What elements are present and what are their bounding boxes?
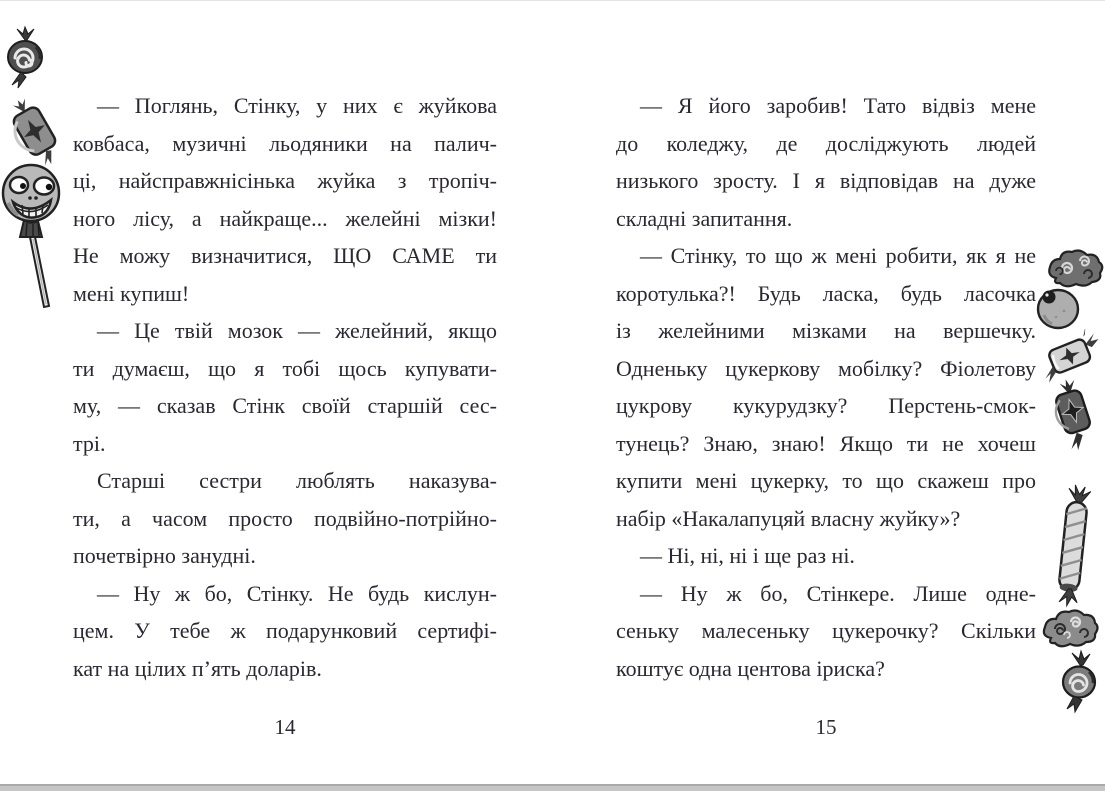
wrapped-candy-swirl-icon — [3, 25, 47, 91]
chewed-gum-blob-icon — [1038, 605, 1100, 649]
text-line: ці, найсправжнісінька жуйка з тропіч- — [73, 168, 497, 193]
text-line: му, — сказав Стінк своїй старшій сес- — [73, 393, 497, 418]
taffy-stick-icon — [1048, 483, 1098, 609]
text-line: — Ну ж бо, Стінкере. Лише одне- — [640, 580, 1036, 606]
text-line: Старші сестри люблять наказува- — [97, 468, 497, 493]
wrapped-candy-bar-dark-icon — [1044, 379, 1102, 451]
page-15-text-column — [616, 87, 1036, 687]
text-line: ти, а часом просто подвійно-потрійно- — [73, 505, 497, 531]
text-line: почетвірно занудні. — [73, 543, 256, 568]
text-line: сеньку малесеньку цукерочку? Скільки — [616, 618, 1036, 643]
text-line: — Ну ж бо, Стінку. Не будь кислун- — [97, 580, 497, 606]
page-14-text-column — [73, 87, 497, 687]
text-line: складні запитання. — [616, 205, 793, 231]
text-line: до коледжу, де досліджують людей — [616, 130, 1036, 156]
text-line: мені купиш! — [73, 280, 190, 306]
page-bottom-edge — [0, 784, 1105, 791]
wrapped-candy-bar-light-icon — [1036, 329, 1104, 385]
text-line: — Стінку, то що ж мені робити, як я не — [640, 243, 1036, 268]
text-line: цукрову кукурудзку? Перстень-смок- — [616, 393, 1036, 418]
text-line: Не можу визначитися, ЩО САМЕ ти — [73, 243, 497, 268]
text-line: Одненьку цукеркову мобілку? Фіолетову — [616, 355, 1036, 381]
text-line: ного лісу, а найкраще... желейні мізки! — [73, 205, 497, 231]
wrapped-candy-swirl-icon — [1058, 649, 1102, 719]
text-line: купити мені цукерку, то що скажеш про — [616, 468, 1036, 493]
text-line: ковбаса, музичні льодяники на палич- — [73, 130, 497, 156]
chewed-gum-blob-icon — [1044, 246, 1105, 290]
text-line: — Це твій мозок — желейний, якщо — [97, 318, 497, 343]
text-line: тунець? Знаю, знаю! Якщо ти не хочеш — [616, 430, 1036, 456]
text-line: низького зросту. І я відповідав на дуже — [616, 168, 1036, 193]
text-line: — Ні, ні, ні і ще раз ні. — [640, 543, 855, 568]
text-line: трі. — [73, 430, 106, 456]
text-line: — Я його заробив! Тато відвіз мене — [640, 93, 1036, 118]
text-line: набір «Накалапуцяй власну жуйку»? — [616, 505, 961, 531]
text-line: — Поглянь, Стінку, у них є жуйкова — [97, 93, 497, 118]
smiley-lollipop-icon — [0, 155, 66, 315]
text-line: із желейними мізками на вершечку. — [616, 318, 1036, 343]
text-line: цем. У тебе ж подарунковий сертифі- — [73, 618, 497, 643]
page-number-left: 14 — [274, 715, 296, 739]
text-line: кат на цілих п’ять доларів. — [73, 655, 322, 681]
text-line: коштує одна центова іриска? — [616, 655, 885, 681]
text-line: коротулька?! Будь ласка, будь ласочка — [616, 280, 1036, 306]
text-line: ти думаєш, що я тобі щось купувати- — [73, 355, 497, 381]
gumball-icon — [1036, 287, 1080, 331]
page-number-right: 15 — [815, 715, 837, 739]
